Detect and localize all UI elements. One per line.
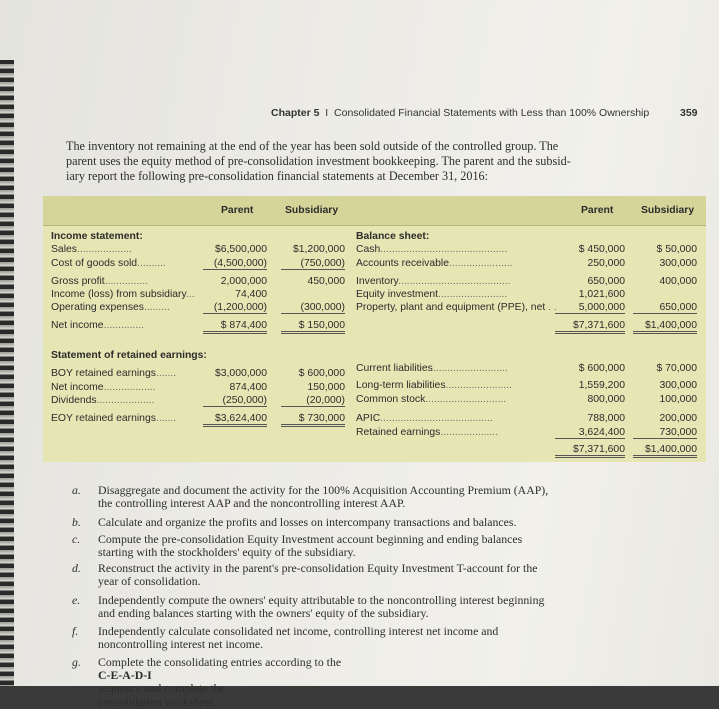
table-row: BOY retained earnings....... — [51, 368, 177, 379]
table-row: Net income.................. — [51, 382, 156, 393]
question-text: Calculate and organize the profits and losses on intercompany transactions and balances. — [98, 515, 517, 529]
row-label: Net income — [51, 382, 104, 393]
table-row: Cash............................................ — [356, 244, 508, 255]
question-text: Disaggregate and document the activity for the 100% Acquisition Accounting Premium (AAP), — [98, 483, 549, 497]
row-label: Inventory — [356, 276, 398, 287]
row-label: Accounts receivable — [356, 258, 449, 269]
question-text: the controlling interest AAP and the noncontrolling interest AAP. — [98, 496, 406, 511]
cell-subsidiary: $1,200,000 — [292, 244, 345, 255]
question-letter: e. — [72, 593, 81, 607]
cell-parent: 250,000 — [587, 258, 625, 269]
cell-parent: $6,500,000 — [214, 244, 267, 255]
table-row: Accounts receivable...................... — [356, 258, 513, 269]
total-liab-equity-parent: $7,371,600 — [555, 444, 625, 458]
intro-paragraph — [66, 139, 586, 184]
row-label: Retained earnings — [356, 427, 441, 438]
table-row: Operating expenses......... — [51, 302, 170, 313]
col-header-subsidiary: Subsidiary — [641, 205, 695, 216]
cell-subsidiary: (300,000) — [281, 302, 345, 314]
question-text: Compute the pre-consolidation Equity Investment account beginning and ending balances — [98, 532, 523, 546]
cell-subsidiary: (750,000) — [281, 258, 345, 270]
cell-subsidiary: 200,000 — [659, 413, 697, 424]
table-row: Equity investment........................ — [356, 289, 508, 300]
table-row: APIC....................................... — [356, 413, 493, 424]
section-heading: Statement of retained earnings: — [51, 350, 207, 361]
cell-subsidiary: 400,000 — [659, 276, 697, 287]
row-label: Sales — [51, 244, 77, 255]
cell-parent: (250,000) — [203, 395, 267, 407]
question-text: sequence and complete the — [98, 681, 225, 696]
cell-subsidiary: $ 50,000 — [656, 244, 697, 255]
cell-parent: 800,000 — [587, 394, 625, 405]
question-text: year of consolidation. — [98, 574, 201, 589]
cell-subsidiary: $ 70,000 — [656, 363, 697, 374]
table-row: Dividends.................... — [51, 395, 155, 406]
question-letter: f. — [72, 624, 79, 638]
table-row: Inventory....................................... — [356, 276, 511, 287]
cell-subsidiary: $ 150,000 — [281, 320, 345, 334]
table-row: Sales................... — [51, 244, 132, 255]
sequence-code: C-E-A-D-I — [98, 668, 152, 683]
table-row: Net income.............. — [51, 320, 144, 331]
cell-parent: (1,200,000) — [203, 302, 267, 314]
question-text: Complete the consolidating entries according to the — [98, 655, 342, 669]
cell-parent: $3,000,000 — [214, 368, 267, 379]
cell-parent: (4,500,000) — [203, 258, 267, 270]
cell-parent: 650,000 — [587, 276, 625, 287]
spiral-binding — [0, 60, 14, 686]
chapter-label: Chapter 5 — [271, 107, 320, 119]
row-label: Gross profit — [51, 276, 105, 287]
question-letter: b. — [72, 515, 81, 529]
row-label: Common stock — [356, 394, 426, 405]
total-assets-parent: $7,371,600 — [555, 320, 625, 334]
row-label: Equity investment — [356, 289, 439, 300]
chapter-title: Consolidated Financial Statements with Less than 100% Ownership — [334, 107, 650, 119]
page-number: 359 — [680, 107, 698, 119]
cell-subsidiary: 150,000 — [307, 382, 345, 393]
table-row: Income (loss) from subsidiary... — [51, 289, 195, 300]
running-header — [271, 107, 649, 119]
cell-subsidiary: 730,000 — [633, 427, 697, 439]
question-letter: c. — [72, 532, 81, 546]
question-letter: g. — [72, 655, 81, 669]
row-label: Operating expenses — [51, 302, 144, 313]
table-row: Common stock............................ — [356, 394, 507, 405]
row-label: APIC — [356, 413, 381, 424]
cell-subsidiary: 100,000 — [659, 394, 697, 405]
cell-parent: 874,400 — [229, 382, 267, 393]
cell-subsidiary: $ 600,000 — [298, 368, 345, 379]
row-label: Net income — [51, 320, 104, 331]
section-heading: Income statement: — [51, 231, 143, 242]
question-text: and ending balances starting with the owners' equity of the subsidiary. — [98, 606, 429, 621]
row-label: Cost of goods sold — [51, 258, 138, 269]
table-row: EOY retained earnings....... — [51, 413, 177, 424]
cell-parent: 788,000 — [587, 413, 625, 424]
cell-parent: $ 450,000 — [578, 244, 625, 255]
row-label: Long-term liabilities — [356, 380, 446, 391]
row-label: EOY retained earnings — [51, 413, 156, 424]
row-label: BOY retained earnings — [51, 368, 156, 379]
question-letter: a. — [72, 483, 81, 497]
cell-subsidiary: $ 730,000 — [281, 413, 345, 427]
question-text: Independently calculate consolidated net income, controlling interest net income and — [98, 624, 499, 638]
table-row: Cost of goods sold.......... — [51, 258, 166, 269]
table-row: Current liabilities.......................... — [356, 363, 508, 374]
cell-subsidiary: 650,000 — [633, 302, 697, 314]
row-label: Cash — [356, 244, 381, 255]
cell-parent: $3,624,400 — [203, 413, 267, 427]
cell-parent: $ 874,400 — [203, 320, 267, 334]
table-row: Long-term liabilities....................... — [356, 380, 512, 391]
table-row: Gross profit............... — [51, 276, 149, 287]
cell-parent: 2,000,000 — [220, 276, 267, 287]
question-text: noncontrolling interest net income. — [98, 637, 264, 652]
financial-statements-table — [43, 196, 706, 462]
cell-parent: 74,400 — [235, 289, 267, 300]
question-letter: d. — [72, 561, 81, 575]
intro-line: parent uses the equity method of pre-consolidation investment bookkeeping. The parent and the subsid- — [66, 154, 571, 168]
col-header-parent: Parent — [221, 205, 254, 216]
table-row: Retained earnings.................... — [356, 427, 499, 438]
intro-line: iary report the following pre-consolidation financial statements at December 31, 2016: — [66, 169, 489, 183]
row-label: Dividends — [51, 395, 97, 406]
cell-subsidiary: (20,000) — [281, 395, 345, 407]
question-text: starting with the stockholders' equity of the subsidiary. — [98, 545, 356, 560]
total-assets-subsidiary: $1,400,000 — [633, 320, 697, 334]
cell-parent: $ 600,000 — [578, 363, 625, 374]
table-header — [43, 196, 706, 226]
cell-subsidiary: 450,000 — [307, 276, 345, 287]
cell-parent: 1,559,200 — [578, 380, 625, 391]
intro-line: The inventory not remaining at the end of the year has been sold outside of the controlled group. The — [66, 139, 559, 153]
cell-subsidiary: 300,000 — [659, 258, 697, 269]
col-header-parent: Parent — [581, 205, 614, 216]
header-separator: I — [325, 107, 329, 119]
cell-subsidiary: 300,000 — [659, 380, 697, 391]
cell-parent: 1,021,600 — [578, 289, 625, 300]
cell-parent: 3,624,400 — [555, 427, 625, 439]
question-text: consolidation worksheet. — [98, 694, 216, 709]
question-text: Reconstruct the activity in the parent's pre-consolidation Equity Investment T-account for the — [98, 561, 538, 575]
question-text: Independently compute the owners' equity attributable to the noncontrolling interest beginning — [98, 593, 545, 607]
cell-parent: 5,000,000 — [555, 302, 625, 314]
row-label: Income (loss) from subsidiary — [51, 289, 186, 300]
total-liab-equity-subsidiary: $1,400,000 — [633, 444, 697, 458]
col-header-subsidiary: Subsidiary — [285, 205, 339, 216]
row-label: Property, plant and equipment (PPE), net — [356, 302, 546, 313]
section-heading: Balance sheet: — [356, 231, 430, 242]
row-label: Current liabilities — [356, 363, 433, 374]
table-row: Property, plant and equipment (PPE), net . . — [356, 302, 557, 313]
